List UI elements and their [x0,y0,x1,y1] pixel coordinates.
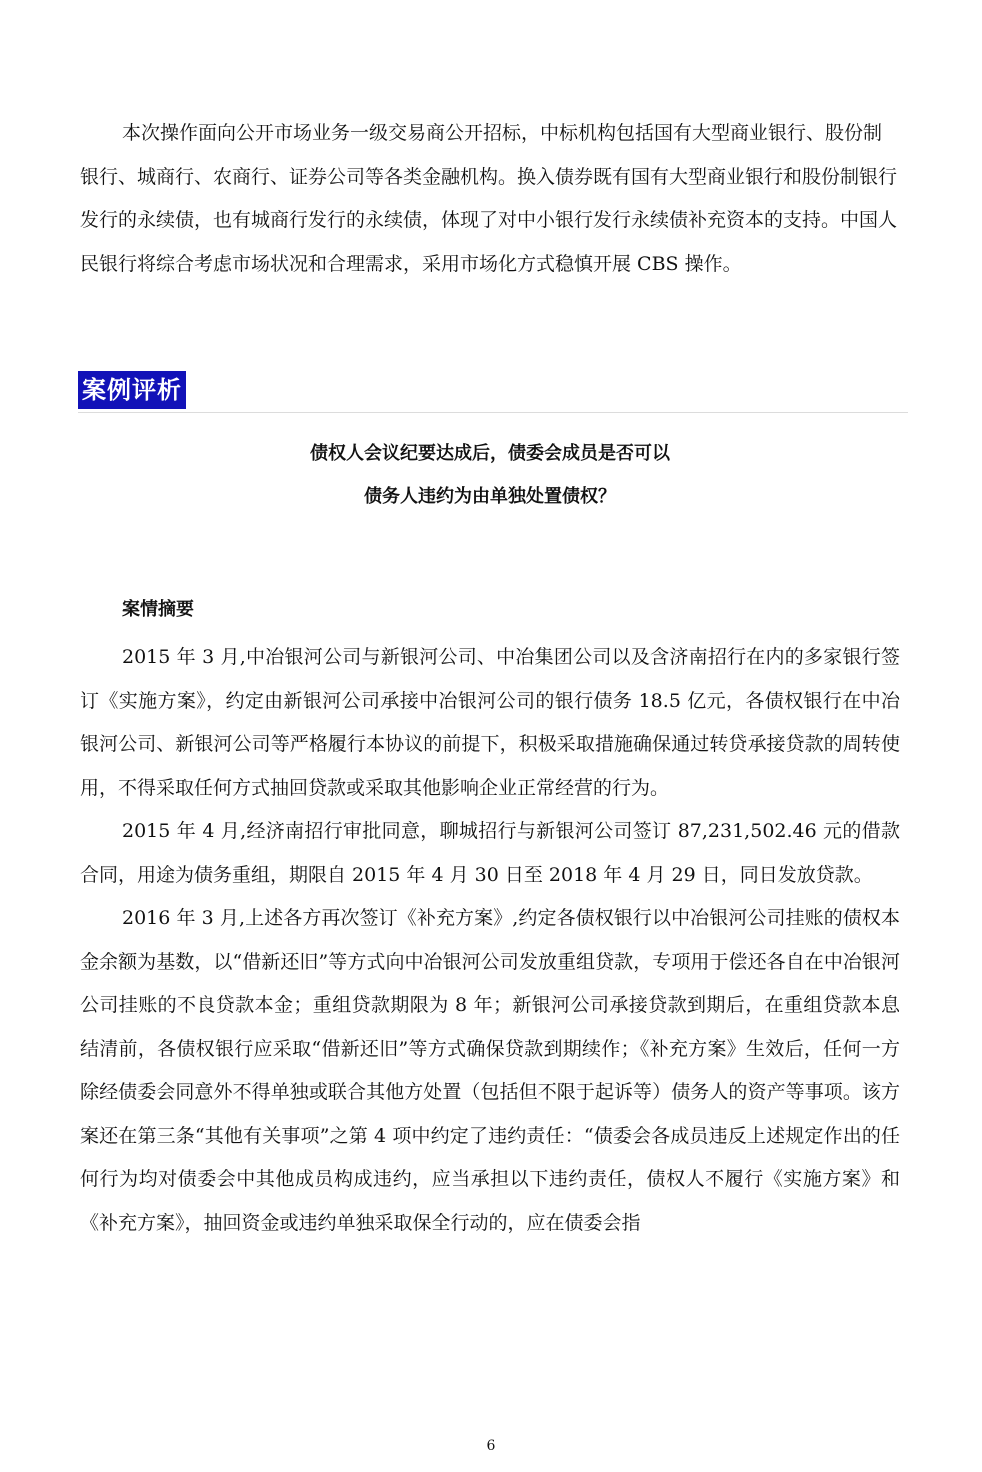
summary-body [80,636,900,1245]
section-title: 案例评析 [78,371,186,409]
body-paragraph: 2015 年 3 月,中冶银河公司与新银河公司、中冶集团公司以及含济南招行在内的多家银行签订《实施方案》，约定由新银河公司承接中冶银河公司的银行债务 18.5 亿元，各债权银行在中冶银河公司、新银河公司等严格履行本协议的前提下，积极采取措施确保通过转贷承接贷款的周转使用，不得采取任何方式抽回贷款或采取其他影响企业正常经营的行为。 [80,646,900,799]
page-number: 6 [486,1438,496,1454]
case-title-line: 债权人会议纪要达成后，债委会成员是否可以 [310,443,670,464]
summary-heading: 案情摘要 [122,599,194,620]
section-header [78,370,908,413]
intro-paragraph: 本次操作面向公开市场业务一级交易商公开招标，中标机构包括国有大型商业银行、股份制银行、城商行、农商行、证券公司等各类金融机构。换入债券既有国有大型商业银行和股份制银行发行的永续债，也有城商行发行的永续债，体现了对中小银行发行永续债补充资本的支持。中国人民银行将综合考虑市场状况和合理需求，采用市场化方式稳慎开展 CBS 操作。 [80,122,898,275]
body-paragraph: 2015 年 4 月,经济南招行审批同意，聊城招行与新银河公司签订 87,231,502.46 元的借款合同，用途为债务重组，期限自 2015 年 4 月 30 日至 2018 年 4 月 29 日，同日发放贷款。 [80,820,900,886]
case-title-line: 债务人违约为由单独处置债权？ [364,486,616,507]
case-title [80,432,900,518]
body-paragraph: 2016 年 3 月,上述各方再次签订《补充方案》,约定各债权银行以中冶银河公司挂账的债权本金余额为基数，以“借新还旧”等方式向中冶银河公司发放重组贷款，专项用于偿还各自在中冶银河公司挂账的不良贷款本金；重组贷款期限为 8 年；新银河公司承接贷款到期后，在重组贷款本息结清前，各债权银行应采取“借新还旧”等方式确保贷款到期续作；《补充方案》生效后，任何一方除经债委会同意外不得单独或联合其他方处置（包括但不限于起诉等）债务人的资产等事项。该方案还在第三条“其他有关事项”之第 4 项中约定了违约责任：“债委会各成员违反上述规定作出的任何行为均对债委会中其他成员构成违约，应当承担以下违约责任，债权人不履行《实施方案》和《补充方案》，抽回资金或违约单独采取保全行动的，应在债委会指 [80,907,900,1234]
